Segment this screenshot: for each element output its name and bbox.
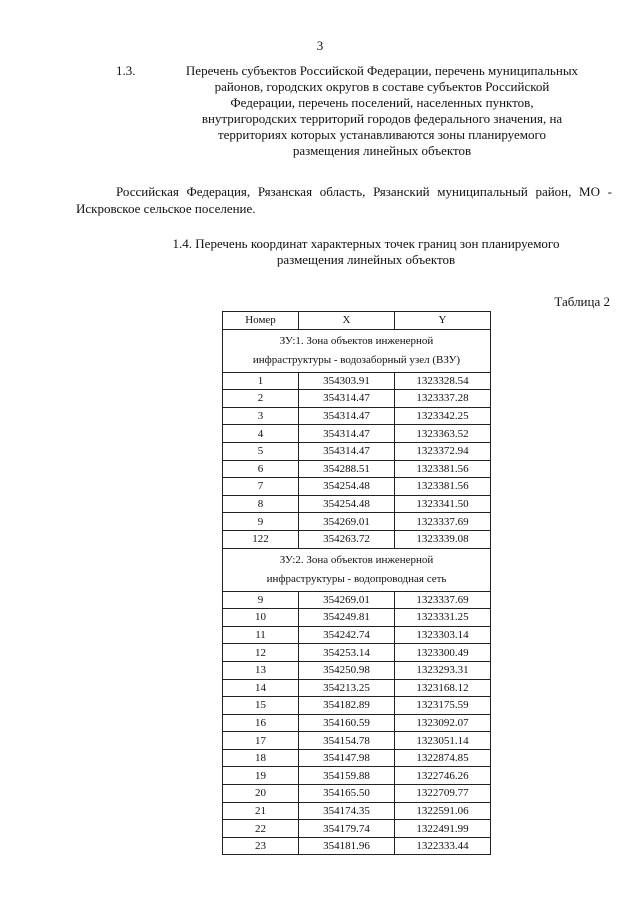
y-value: 1322491.99 [395,820,491,838]
page-number: 3 [316,38,324,53]
y-value: 1323051.14 [395,732,491,750]
point-number: 15 [223,697,299,715]
table-row [223,495,491,513]
zone-title [223,548,491,591]
section-1-3-line: размещения линейных объектов [292,143,472,158]
table-row [223,749,491,767]
y-value: 1323372.94 [395,442,491,460]
point-number: 9 [223,513,299,531]
y-value: 1323339.08 [395,530,491,548]
y-value: 1323092.07 [395,714,491,732]
table-row [223,442,491,460]
y-value: 1322333.44 [395,837,491,855]
point-number: 7 [223,478,299,496]
section-1-3-line: Перечень субъектов Российской Федерации, перечень муниципальных [185,63,579,78]
section-1-3-line: территориях которых устанавливаются зоны планируемого [217,127,546,142]
x-value: 354181.96 [299,837,395,855]
point-number: 11 [223,626,299,644]
y-value: 1322709.77 [395,785,491,803]
table-row [223,626,491,644]
table-row [223,460,491,478]
y-value: 1323342.25 [395,407,491,425]
point-number: 16 [223,714,299,732]
y-value: 1323341.50 [395,495,491,513]
x-value: 354182.89 [299,697,395,715]
x-value: 354314.47 [299,442,395,460]
zone-title-line: ЗУ:2. Зона объектов инженерной [279,553,434,566]
header-number: Номер [223,312,299,330]
x-value: 354269.01 [299,591,395,609]
table-row [223,644,491,662]
y-value: 1323331.25 [395,609,491,627]
y-value: 1323363.52 [395,425,491,443]
point-number: 14 [223,679,299,697]
table-row [223,407,491,425]
x-value: 354174.35 [299,802,395,820]
x-value: 354269.01 [299,513,395,531]
section-1-3-line: Федерации, перечень поселений, населенных пунктов, [230,95,534,110]
point-number: 8 [223,495,299,513]
point-number: 17 [223,732,299,750]
y-value: 1323381.56 [395,478,491,496]
point-number: 2 [223,390,299,408]
point-number: 23 [223,837,299,855]
x-value: 354314.47 [299,390,395,408]
section-1-4-line: размещения линейных объектов [276,252,456,267]
table-row [223,837,491,855]
x-value: 354303.91 [299,372,395,390]
point-number: 20 [223,785,299,803]
table-row [223,785,491,803]
y-value: 1322746.26 [395,767,491,785]
x-value: 354249.81 [299,609,395,627]
x-value: 354254.48 [299,495,395,513]
x-value: 354154.78 [299,732,395,750]
y-value: 1323337.28 [395,390,491,408]
point-number: 12 [223,644,299,662]
x-value: 354254.48 [299,478,395,496]
y-value: 1323303.14 [395,626,491,644]
zone-title [223,329,491,372]
section-1-3-number: 1.3. [116,63,136,78]
x-value: 354288.51 [299,460,395,478]
table-row [223,820,491,838]
x-value: 354242.74 [299,626,395,644]
y-value: 1323293.31 [395,661,491,679]
table-row [223,513,491,531]
y-value: 1323381.56 [395,460,491,478]
table-row [223,802,491,820]
y-value: 1323175.59 [395,697,491,715]
table-row [223,697,491,715]
section-1-4-heading [120,236,612,268]
x-value: 354253.14 [299,644,395,662]
y-value: 1323337.69 [395,591,491,609]
x-value: 354160.59 [299,714,395,732]
table-row [223,609,491,627]
point-number: 4 [223,425,299,443]
point-number: 19 [223,767,299,785]
point-number: 122 [223,530,299,548]
table-row [223,591,491,609]
x-value: 354314.47 [299,407,395,425]
y-value: 1323337.69 [395,513,491,531]
point-number: 1 [223,372,299,390]
zone-title-line: инфраструктуры - водопроводная сеть [266,572,447,585]
table-row [223,390,491,408]
table-row [223,714,491,732]
x-value: 354179.74 [299,820,395,838]
table-row [223,679,491,697]
section-1-4-line: 1.4. Перечень координат характерных точек границ зон планируемого [172,236,560,251]
y-value: 1323328.54 [395,372,491,390]
table-caption: Таблица 2 [554,294,610,309]
y-value: 1322874.85 [395,749,491,767]
y-value: 1323168.12 [395,679,491,697]
x-value: 354165.50 [299,785,395,803]
point-number: 3 [223,407,299,425]
table-row [223,767,491,785]
x-value: 354250.98 [299,661,395,679]
table-row [223,530,491,548]
x-value: 354147.98 [299,749,395,767]
table-row [223,478,491,496]
zone-header-row [223,329,491,372]
table-row [223,732,491,750]
point-number: 13 [223,661,299,679]
zone-title-line: инфраструктуры - водозаборный узел (ВЗУ) [252,353,461,366]
section-1-3-line: внутригородских территорий городов федерального значения, на [201,111,563,126]
point-number: 10 [223,609,299,627]
section-1-3-line: районов, городских округов в составе субъектов Российской [214,79,550,94]
point-number: 22 [223,820,299,838]
point-number: 6 [223,460,299,478]
header-y: Y [395,312,491,330]
x-value: 354263.72 [299,530,395,548]
zone-header-row [223,548,491,591]
federation-paragraph: Российская Федерация, Рязанская область, Рязанский муниципальный район, МО - Искровское сельское поселение. [76,184,612,216]
header-x: X [299,312,395,330]
table-row [223,372,491,390]
point-number: 18 [223,749,299,767]
point-number: 5 [223,442,299,460]
section-1-3-heading [150,63,614,159]
table-header-row [223,312,491,330]
x-value: 354159.88 [299,767,395,785]
y-value: 1322591.06 [395,802,491,820]
x-value: 354314.47 [299,425,395,443]
point-number: 21 [223,802,299,820]
x-value: 354213.25 [299,679,395,697]
coordinates-table [222,311,491,855]
zone-title-line: ЗУ:1. Зона объектов инженерной [279,334,434,347]
table-row [223,661,491,679]
y-value: 1323300.49 [395,644,491,662]
point-number: 9 [223,591,299,609]
table-row [223,425,491,443]
